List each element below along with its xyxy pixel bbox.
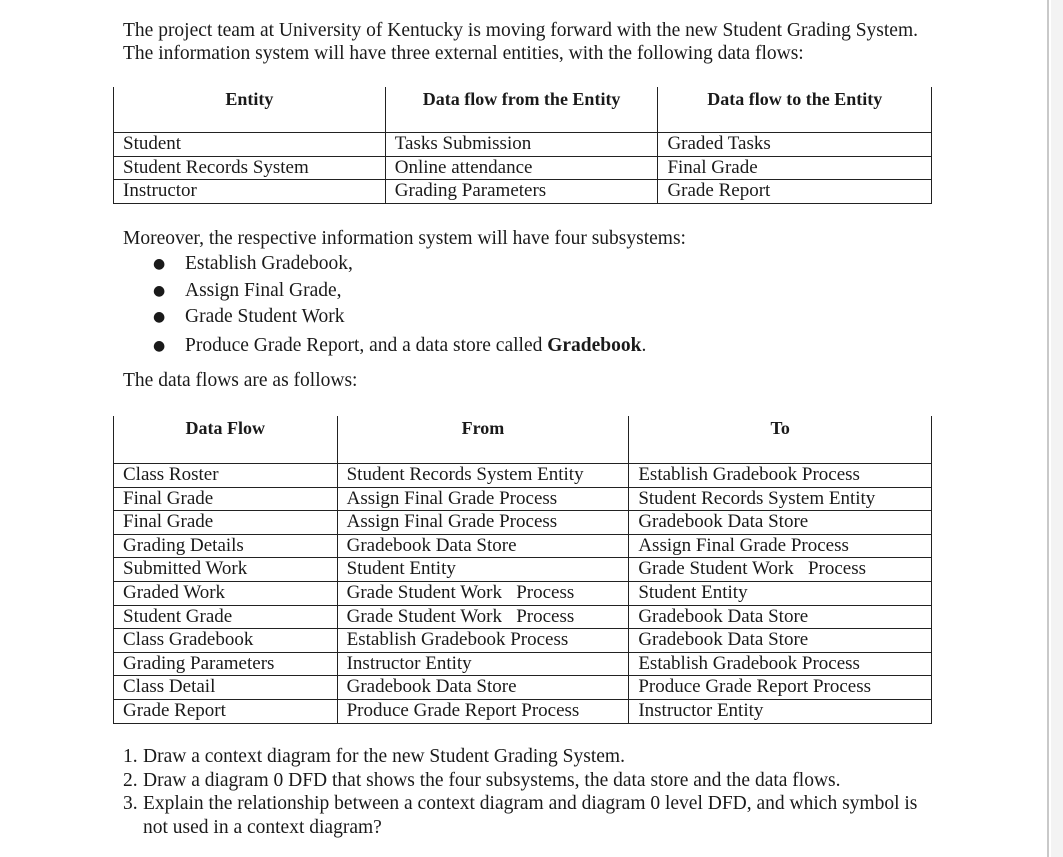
table-cell: Graded Tasks bbox=[658, 133, 932, 157]
list-item-punct: . bbox=[641, 334, 647, 356]
page-edge bbox=[1047, 0, 1049, 857]
table-row bbox=[114, 581, 932, 605]
table-cell: Assign Final Grade Process bbox=[629, 534, 932, 558]
header-data-flow: Data Flow bbox=[114, 416, 338, 464]
table-cell: Gradebook Data Store bbox=[629, 629, 932, 653]
data-flows-table bbox=[113, 416, 932, 724]
question-number: 3. bbox=[123, 793, 138, 814]
table-cell: Produce Grade Report Process bbox=[337, 699, 629, 723]
question-text: Draw a diagram 0 DFD that shows the four subsystems, the data store and the data flows. bbox=[143, 769, 841, 791]
table-row bbox=[114, 133, 932, 157]
question-item bbox=[123, 792, 943, 839]
subsystems-intro: Moreover, the respective information system will have four subsystems: bbox=[123, 228, 686, 249]
scrollbar-track[interactable] bbox=[1051, 0, 1063, 857]
table-cell: Grade Report bbox=[114, 699, 338, 723]
table-cell: Assign Final Grade Process bbox=[337, 487, 629, 511]
table-cell: Gradebook Data Store bbox=[337, 676, 629, 700]
table-cell: Grading Details bbox=[114, 534, 338, 558]
subsystems-list bbox=[123, 253, 646, 361]
table-cell: Student Entity bbox=[337, 558, 629, 582]
table-cell: Gradebook Data Store bbox=[629, 511, 932, 535]
table-row bbox=[114, 534, 932, 558]
table-cell: Gradebook Data Store bbox=[337, 534, 629, 558]
table-cell: Establish Gradebook Process bbox=[337, 629, 629, 653]
table-cell: Class Gradebook bbox=[114, 629, 338, 653]
question-item bbox=[123, 769, 943, 793]
list-item bbox=[123, 335, 646, 362]
list-item: ● Grade Student Work bbox=[123, 306, 646, 333]
questions-list bbox=[123, 745, 943, 839]
question-number: 2. bbox=[123, 769, 138, 791]
header-flow-to: Data flow to the Entity bbox=[658, 87, 932, 133]
table-cell: Final Grade bbox=[114, 511, 338, 535]
table-cell: Instructor Entity bbox=[337, 652, 629, 676]
table-cell: Final Grade bbox=[658, 156, 932, 180]
question-number: 1. bbox=[123, 746, 138, 767]
table-cell: Student Records System bbox=[114, 156, 386, 180]
table-cell: Establish Gradebook Process bbox=[629, 652, 932, 676]
table-cell: Establish Gradebook Process bbox=[629, 464, 932, 488]
table-row bbox=[114, 464, 932, 488]
table-row bbox=[114, 699, 932, 723]
list-item-text: Produce Grade Report, and a data store called bbox=[185, 334, 548, 356]
table-row bbox=[114, 676, 932, 700]
table-row bbox=[114, 511, 932, 535]
table-cell: Grade Student Work Process bbox=[337, 605, 629, 629]
table-row bbox=[114, 605, 932, 629]
table-cell: Class Detail bbox=[114, 676, 338, 700]
question-text: Explain the relationship between a context diagram and diagram 0 level DFD, and which symbol is not used in a context diagram? bbox=[143, 793, 918, 838]
table-cell: Student Records System Entity bbox=[629, 487, 932, 511]
table-cell: Graded Work bbox=[114, 581, 338, 605]
table-header-row bbox=[114, 87, 932, 133]
table-cell: Grading Parameters bbox=[114, 652, 338, 676]
entities-table bbox=[113, 87, 932, 204]
table-cell: Instructor bbox=[114, 180, 386, 204]
table-cell: Online attendance bbox=[385, 156, 658, 180]
header-to: To bbox=[629, 416, 932, 464]
table-cell: Student Entity bbox=[629, 581, 932, 605]
table-cell: Student bbox=[114, 133, 386, 157]
table-row bbox=[114, 156, 932, 180]
table-row bbox=[114, 629, 932, 653]
header-from: From bbox=[337, 416, 629, 464]
table-cell: Produce Grade Report Process bbox=[629, 676, 932, 700]
list-item: ● Assign Final Grade, bbox=[123, 280, 646, 307]
table-cell: Grade Student Work Process bbox=[629, 558, 932, 582]
table-row bbox=[114, 558, 932, 582]
table-row bbox=[114, 180, 932, 204]
table-row bbox=[114, 652, 932, 676]
table-cell: Tasks Submission bbox=[385, 133, 658, 157]
table-row bbox=[114, 487, 932, 511]
flows-intro: The data flows are as follows: bbox=[123, 370, 358, 391]
table-cell: Final Grade bbox=[114, 487, 338, 511]
table-header-row bbox=[114, 416, 932, 464]
table-cell: Student Grade bbox=[114, 605, 338, 629]
table-cell: Grade Report bbox=[658, 180, 932, 204]
list-item: ● Establish Gradebook, bbox=[123, 253, 646, 280]
table-cell: Student Records System Entity bbox=[337, 464, 629, 488]
header-entity: Entity bbox=[114, 87, 386, 133]
table-cell: Assign Final Grade Process bbox=[337, 511, 629, 535]
table-cell: Instructor Entity bbox=[629, 699, 932, 723]
header-flow-from: Data flow from the Entity bbox=[385, 87, 658, 133]
question-text: Draw a context diagram for the new Student Grading System. bbox=[143, 746, 625, 767]
table-cell: Class Roster bbox=[114, 464, 338, 488]
table-cell: Grading Parameters bbox=[385, 180, 658, 204]
table-cell: Grade Student Work Process bbox=[337, 581, 629, 605]
question-item bbox=[123, 745, 943, 769]
table-cell: Gradebook Data Store bbox=[629, 605, 932, 629]
intro-paragraph: The project team at University of Kentucky is moving forward with the new Student Grading System. The information system will have three external entities, with the following data flows: bbox=[123, 20, 918, 64]
table-cell: Submitted Work bbox=[114, 558, 338, 582]
data-store-name: Gradebook bbox=[547, 334, 642, 356]
